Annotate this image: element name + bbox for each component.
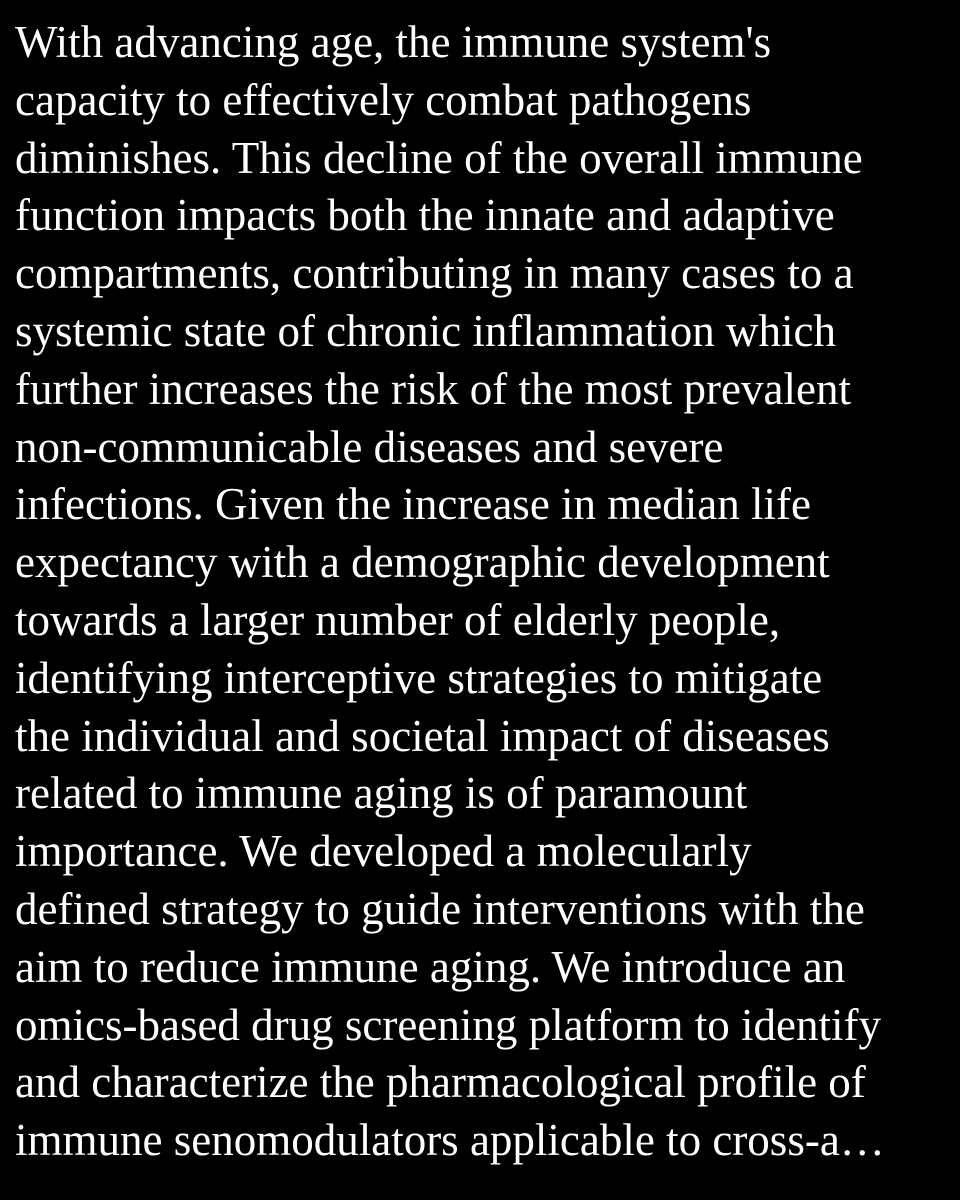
- abstract-line: the individual and societal impact of diseases: [15, 710, 830, 761]
- abstract-line: defined strategy to guide interventions with the: [15, 883, 865, 934]
- abstract-line: non-communicable diseases and severe: [15, 421, 724, 472]
- abstract-line: omics-based drug screening platform to identify: [15, 999, 882, 1050]
- abstract-line: function impacts both the innate and adaptive: [15, 190, 835, 241]
- abstract-line: infections. Given the increase in median life: [15, 479, 811, 530]
- abstract-line: With advancing age, the immune system's: [15, 17, 772, 67]
- abstract-line: further increases the risk of the most prevalent: [15, 363, 851, 414]
- abstract-line: identifying interceptive strategies to mitigate: [15, 652, 823, 703]
- abstract-line: expectancy with a demographic development: [15, 537, 830, 588]
- abstract-text: [15, 14, 950, 1170]
- abstract-line: systemic state of chronic inflammation which: [15, 305, 837, 356]
- abstract-line: immune senomodulators applicable to cross-a…: [15, 1115, 885, 1166]
- abstract-line: importance. We developed a molecularly: [15, 826, 752, 877]
- abstract-line: capacity to effectively combat pathogens: [15, 74, 752, 125]
- abstract-line: related to immune aging is of paramount: [15, 768, 748, 819]
- abstract-line: and characterize the pharmacological profile of: [15, 1057, 866, 1108]
- abstract-line: compartments, contributing in many cases to a: [15, 248, 854, 299]
- abstract-line: towards a larger number of elderly people,: [15, 594, 781, 645]
- abstract-line: diminishes. This decline of the overall immune: [15, 132, 863, 183]
- abstract-line: aim to reduce immune aging. We introduce an: [15, 941, 846, 992]
